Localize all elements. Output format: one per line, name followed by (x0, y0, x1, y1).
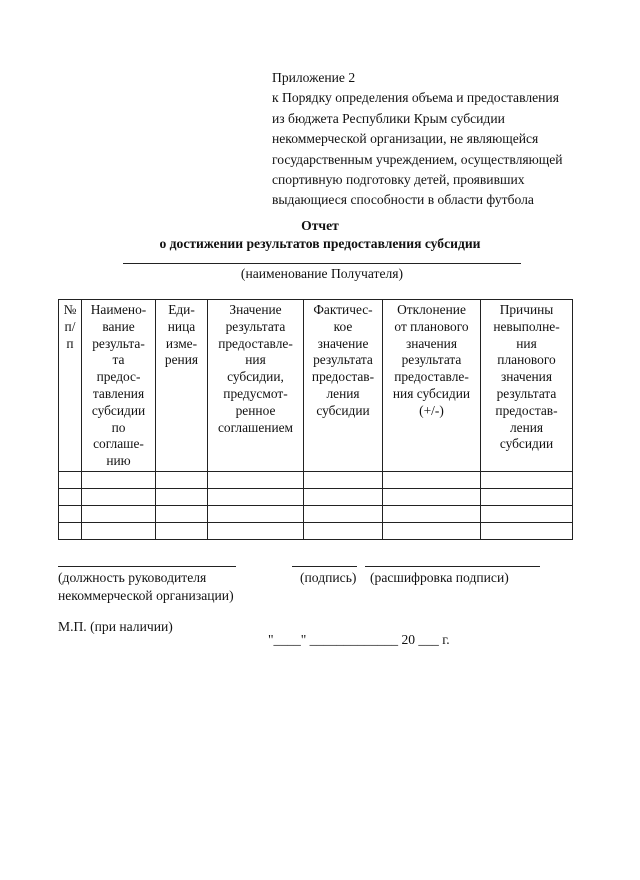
table-row (59, 522, 573, 539)
table-cell[interactable] (304, 488, 383, 505)
table-cell[interactable] (304, 471, 383, 488)
position-caption-continued: некоммерческой организации) (58, 588, 234, 603)
table-cell[interactable] (59, 505, 82, 522)
header-actual-value: Фактичес- кое значение результата предостав- ления субсидии (304, 300, 383, 472)
table-cell[interactable] (383, 522, 481, 539)
table-row (59, 505, 573, 522)
table-cell[interactable] (82, 488, 156, 505)
table-cell[interactable] (383, 471, 481, 488)
position-signature-line[interactable] (58, 566, 236, 567)
appendix-block (272, 68, 612, 211)
table-cell[interactable] (481, 505, 573, 522)
table-cell[interactable] (82, 471, 156, 488)
table-row (59, 488, 573, 505)
appendix-line: из бюджета Республики Крым субсидии (272, 110, 505, 126)
report-title: Отчет (301, 218, 339, 233)
position-caption: (должность руководителя (58, 570, 207, 585)
header-deviation: Отклонение от планового значения результата предоставле- ния субсидии (+/-) (383, 300, 481, 472)
signature-caption: (подпись) (300, 570, 357, 585)
header-planned-value: Значение результата предоставле- ния субсидии, предусмот- ренное соглашением (208, 300, 304, 472)
table-cell[interactable] (59, 522, 82, 539)
date-field[interactable]: "____" _____________ 20 ___ г. (268, 632, 450, 647)
table-cell[interactable] (304, 505, 383, 522)
appendix-line: государственным учреждением, осуществляющей (272, 151, 563, 167)
appendix-line: к Порядку определения объема и предоставления (272, 90, 559, 106)
table-cell[interactable] (59, 488, 82, 505)
table-cell[interactable] (208, 471, 304, 488)
table-cell[interactable] (208, 522, 304, 539)
table-row (59, 471, 573, 488)
table-cell[interactable] (481, 522, 573, 539)
signature-line[interactable] (292, 566, 357, 567)
table-cell[interactable] (82, 522, 156, 539)
decipher-caption: (расшифровка подписи) (370, 570, 509, 585)
appendix-line: Приложение 2 (272, 70, 356, 85)
table-cell[interactable] (156, 522, 208, 539)
recipient-caption: (наименование Получателя) (240, 266, 404, 281)
table-cell[interactable] (481, 488, 573, 505)
table-cell[interactable] (156, 505, 208, 522)
appendix-line: спортивную подготовку детей, проявивших (272, 172, 525, 188)
table-cell[interactable] (383, 488, 481, 505)
appendix-line: выдающиеся способности в области футбола (272, 192, 534, 208)
table-cell[interactable] (304, 522, 383, 539)
appendix-line: некоммерческой организации, не являющейся (272, 131, 539, 147)
table-cell[interactable] (59, 471, 82, 488)
table-cell[interactable] (82, 505, 156, 522)
decipher-signature-line[interactable] (365, 566, 540, 567)
header-unit: Еди- ница изме- рения (156, 300, 208, 472)
table-cell[interactable] (208, 488, 304, 505)
recipient-name-line[interactable] (123, 263, 521, 264)
table-cell[interactable] (383, 505, 481, 522)
header-reasons: Причины невыполне- ния планового значения результата предостав- ления субсидии (481, 300, 573, 472)
table-header-row (59, 300, 573, 472)
table-cell[interactable] (208, 505, 304, 522)
table-cell[interactable] (156, 471, 208, 488)
stamp-note: М.П. (при наличии) (58, 619, 173, 634)
report-subtitle: о достижении результатов предоставления субсидии (159, 236, 481, 251)
table-cell[interactable] (156, 488, 208, 505)
header-result-name: Наимено- вание результа- та предос- тавления субсидии по соглаше- нию (82, 300, 156, 472)
results-table (58, 299, 573, 540)
header-number: № п/ п (59, 300, 82, 472)
table-cell[interactable] (481, 471, 573, 488)
